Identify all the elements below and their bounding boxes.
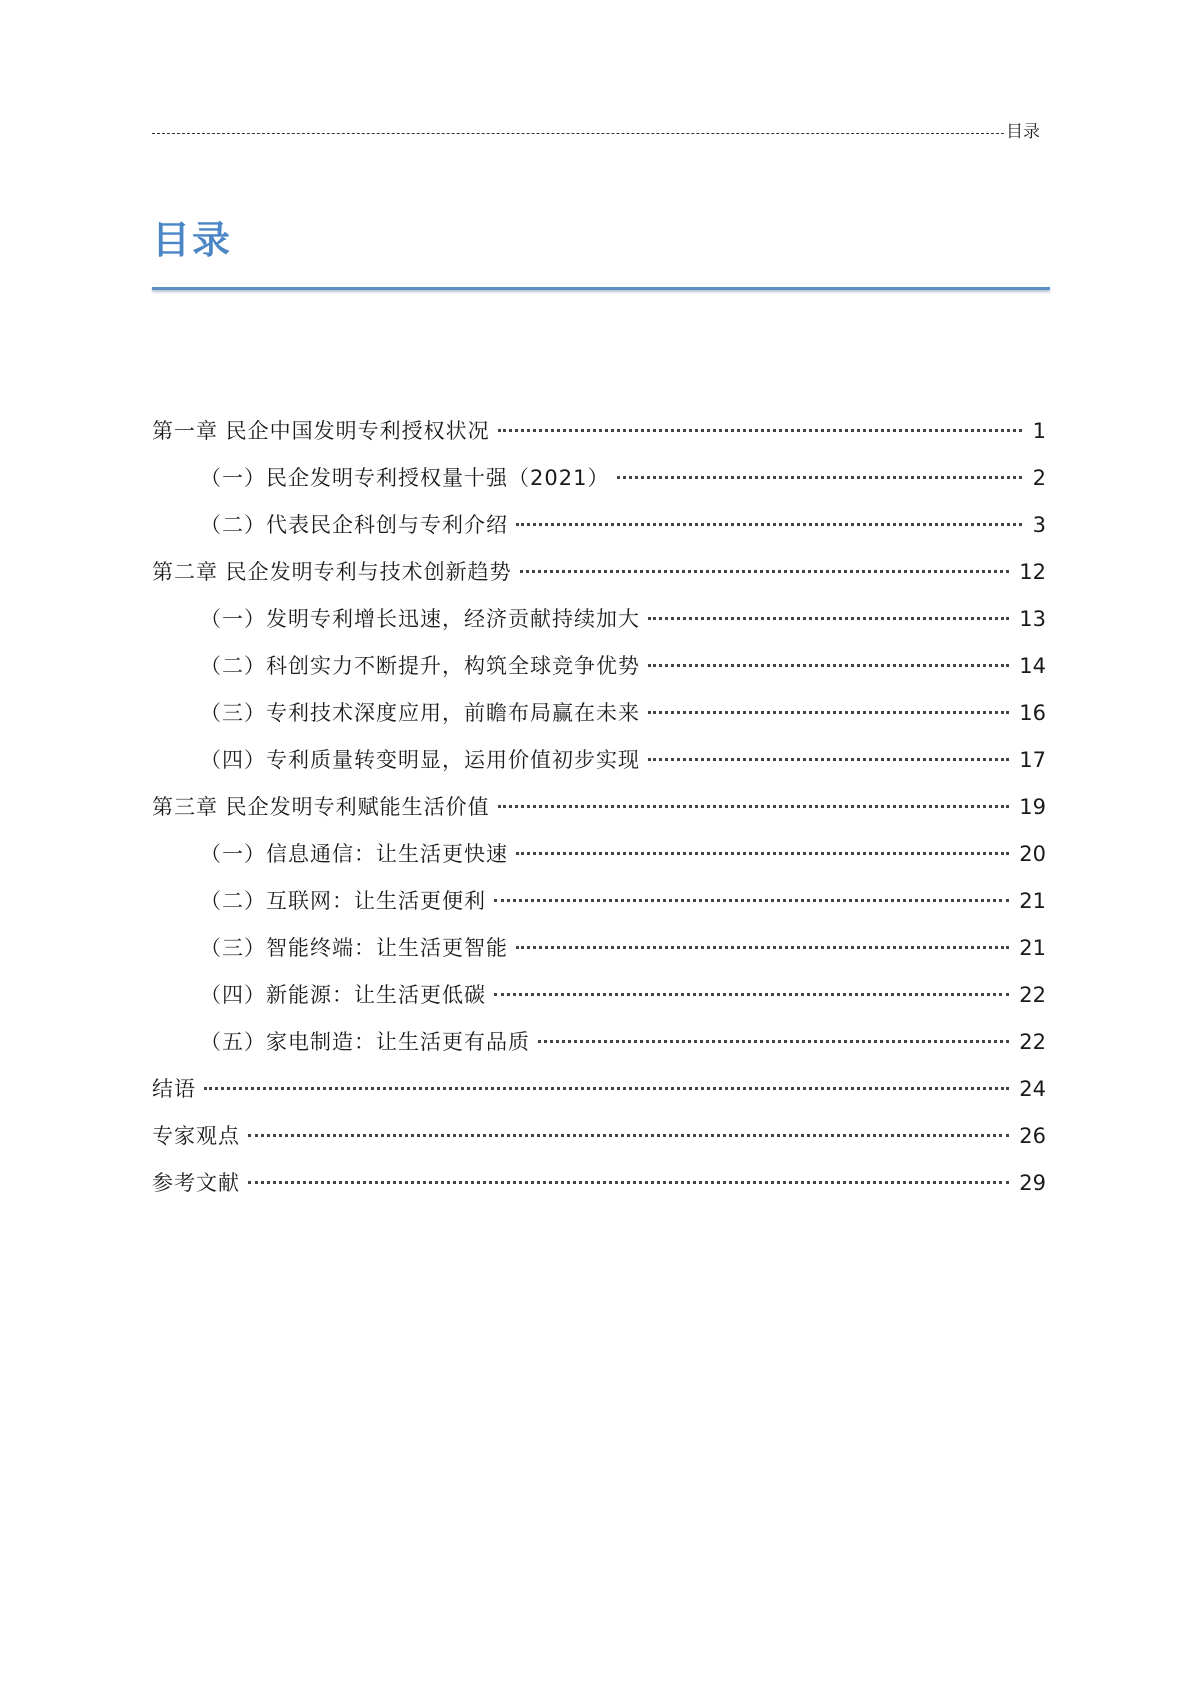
toc-page-number: 29 [1019,1171,1046,1195]
toc-dot-leader [494,993,1009,996]
toc-dot-leader [648,711,1009,714]
toc-entry-label: （一）民企发明专利授权量十强（2021） [200,466,610,490]
toc-dot-leader [204,1087,1009,1090]
toc-entry[interactable] [152,925,1046,972]
toc-entry-label: （四）专利质量转变明显，运用价值初步实现 [200,748,640,772]
toc-entry[interactable] [152,408,1046,455]
toc-entry[interactable] [152,1113,1046,1160]
toc-entry[interactable] [152,596,1046,643]
toc-entry-label: 参考文献 [152,1171,240,1195]
toc-dot-leader [648,617,1009,620]
header-dashed-rule [152,133,1004,134]
toc-page-number: 22 [1019,983,1046,1007]
toc-page-number: 1 [1032,419,1046,443]
toc-entry-label: 第三章 民企发明专利赋能生活价值 [152,795,490,819]
toc-entry-label: 第二章 民企发明专利与技术创新趋势 [152,560,512,584]
toc-entry-label: （二）互联网：让生活更便利 [200,889,486,913]
toc-entry-label: 结语 [152,1077,196,1101]
toc-page-number: 13 [1019,607,1046,631]
toc-entry-label: （一）信息通信：让生活更快速 [200,842,508,866]
toc-entry-label: （四）新能源：让生活更低碳 [200,983,486,1007]
toc-dot-leader [494,899,1009,902]
toc-page-number: 19 [1019,795,1046,819]
toc-dot-leader [248,1134,1009,1137]
toc-entry[interactable] [152,737,1046,784]
header-section-label: 目录 [1006,122,1040,142]
toc-entry[interactable] [152,784,1046,831]
toc-entry-label: （二）代表民企科创与专利介绍 [200,513,508,537]
toc-dot-leader [516,946,1009,949]
toc-page-number: 20 [1019,842,1046,866]
toc-page-number: 12 [1019,560,1046,584]
toc-entry[interactable] [152,878,1046,925]
table-of-contents [152,408,1046,1207]
toc-dot-leader [516,523,1022,526]
toc-dot-leader [498,429,1022,432]
toc-entry[interactable] [152,1160,1046,1207]
toc-dot-leader [617,476,1022,479]
toc-entry-label: （二）科创实力不断提升，构筑全球竞争优势 [200,654,640,678]
toc-entry[interactable] [152,831,1046,878]
toc-entry[interactable] [152,549,1046,596]
toc-entry-label: 第一章 民企中国发明专利授权状况 [152,419,490,443]
toc-entry[interactable] [152,1019,1046,1066]
toc-entry[interactable] [152,690,1046,737]
toc-entry[interactable] [152,455,1046,502]
toc-entry-label: （五）家电制造：让生活更有品质 [200,1030,530,1054]
toc-page-number: 3 [1032,513,1046,537]
toc-page-number: 22 [1019,1030,1046,1054]
toc-page-number: 21 [1019,936,1046,960]
toc-entry-label: （三）专利技术深度应用，前瞻布局赢在未来 [200,701,640,725]
toc-dot-leader [248,1181,1009,1184]
toc-entry[interactable] [152,643,1046,690]
toc-entry[interactable] [152,1066,1046,1113]
toc-entry-label: 专家观点 [152,1124,240,1148]
toc-dot-leader [520,570,1010,573]
toc-entry[interactable] [152,502,1046,549]
page-title: 目录 [152,218,233,262]
toc-page-number: 2 [1032,466,1046,490]
toc-page-number: 26 [1019,1124,1046,1148]
toc-page-number: 21 [1019,889,1046,913]
toc-entry-label: （一）发明专利增长迅速，经济贡献持续加大 [200,607,640,631]
toc-entry[interactable] [152,972,1046,1019]
toc-dot-leader [538,1040,1009,1043]
running-header [152,116,1040,142]
toc-dot-leader [516,852,1009,855]
toc-page-number: 24 [1019,1077,1046,1101]
toc-dot-leader [648,758,1009,761]
toc-dot-leader [498,805,1010,808]
toc-dot-leader [648,664,1009,667]
title-divider [152,287,1050,290]
toc-entry-label: （三）智能终端：让生活更智能 [200,936,508,960]
toc-page-number: 16 [1019,701,1046,725]
toc-page-number: 17 [1019,748,1046,772]
toc-page-number: 14 [1019,654,1046,678]
